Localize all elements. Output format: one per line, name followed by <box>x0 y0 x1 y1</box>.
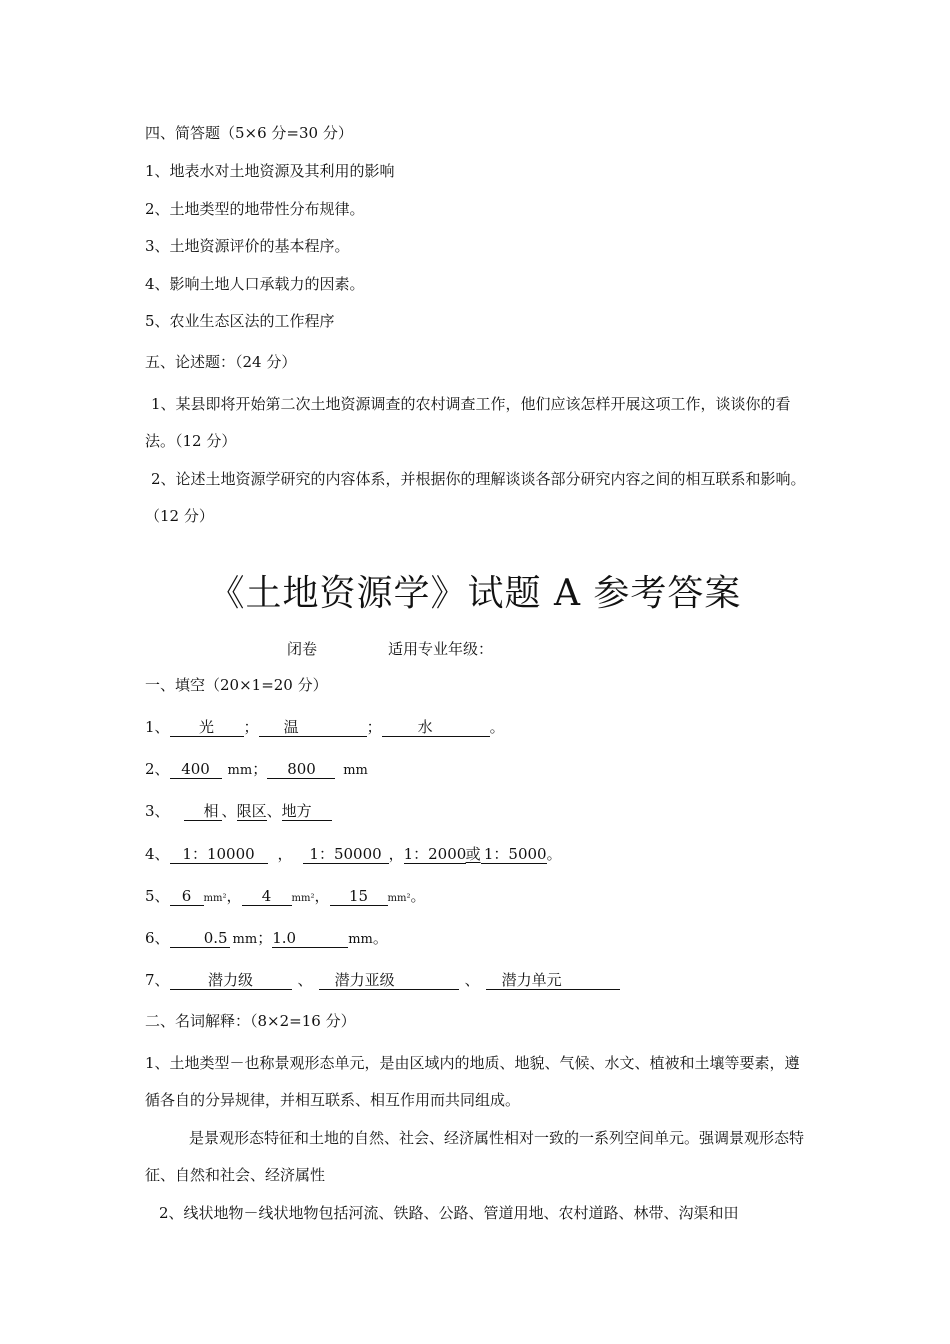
essay-question-1: 1、某县即将开始第二次土地资源调查的农村调查工作，他们应该怎样开展这项工作，谈谈你的看法。（12 分） <box>145 395 791 450</box>
end-mark: 。 <box>410 887 426 905</box>
separator: 、 <box>266 802 282 820</box>
answer-blank: 1：50000 <box>303 845 389 864</box>
fill-row-3 <box>145 801 332 821</box>
separator: 、 <box>297 971 313 989</box>
separator: ； <box>243 718 259 736</box>
row-number: 1、 <box>145 718 170 736</box>
exam-type: 闭卷 <box>287 640 318 658</box>
separator: 、 <box>464 971 480 989</box>
fill-row-5 <box>145 886 426 909</box>
unit: mm² <box>291 893 315 904</box>
answer-blank <box>486 971 620 990</box>
question-item: 4、影响土地人口承载力的因素。 <box>145 275 365 293</box>
fill-row-7 <box>145 970 620 990</box>
essay-question-2: 2、论述土地资源学研究的内容体系，并根据你的理解谈谈各部分研究内容之间的相互联系和影响。（12 分） <box>145 470 806 525</box>
fill-row-2 <box>145 759 368 781</box>
answer-text: 潜力亚级 <box>334 971 395 989</box>
answer-text: 潜力单元 <box>501 971 562 989</box>
answer-text: 800 <box>287 760 316 778</box>
separator: ， <box>314 887 330 905</box>
section4-heading: 四、简答题（5×6 分=30 分） <box>145 124 353 142</box>
answer-blank: 光 <box>170 718 244 737</box>
answer-blank: 15 <box>330 887 388 906</box>
row-number: 5、 <box>145 887 170 905</box>
answer-title: 《土地资源学》试题 A 参考答案 <box>208 573 742 614</box>
separator: ； <box>257 929 273 947</box>
question-item: 3、土地资源评价的基本程序。 <box>145 237 350 255</box>
fill-row-4 <box>145 844 562 864</box>
unit: mm² <box>203 893 227 904</box>
fill-row-1 <box>145 717 505 737</box>
answer-blank: 限区 <box>236 802 267 820</box>
separator: ； <box>252 760 268 778</box>
question-item: 2、土地类型的地带性分布规律。 <box>145 200 365 218</box>
question-item: 5、农业生态区法的工作程序 <box>145 312 335 330</box>
answer-blank: 1.0 <box>272 929 348 948</box>
answer-blank: 潜力级 <box>170 971 292 990</box>
row-number: 6、 <box>145 929 170 947</box>
row-number: 4、 <box>145 845 170 863</box>
row-number: 2、 <box>145 760 170 778</box>
unit: mm <box>232 932 258 947</box>
row-number: 3、 <box>145 802 170 820</box>
answer-blank: 1：2000 <box>403 845 467 863</box>
answer-blank: 1：5000 <box>481 845 547 864</box>
definition-2: 2、线状地物－线状地物包括河流、铁路、公路、管道用地、农村道路、林带、沟渠和田 <box>159 1204 739 1222</box>
section2-heading: 二、名词解释：（8×2=16 分） <box>145 1012 356 1030</box>
end-mark: 。 <box>546 845 562 863</box>
row-number: 7、 <box>145 971 170 989</box>
answer-blank: 400 <box>170 760 222 779</box>
answer-text: 相 <box>203 802 219 820</box>
answer-blank <box>184 802 222 821</box>
answer-text: 温 <box>283 718 299 736</box>
answer-blank: 0.5 <box>170 929 230 948</box>
separator: ， <box>277 845 293 863</box>
unit: mm <box>227 763 253 778</box>
end-mark: 。 <box>489 718 505 736</box>
section5-heading: 五、论述题：（24 分） <box>145 353 297 371</box>
or-word: 或 <box>465 845 481 863</box>
fill-row-6 <box>145 928 388 950</box>
answer-blank: 1：10000 <box>170 845 268 864</box>
separator: ； <box>366 718 382 736</box>
answer-blank <box>382 718 490 737</box>
answer-text: 水 <box>417 718 433 736</box>
unit: mm² <box>387 893 411 904</box>
answer-blank: 地方 <box>282 802 332 821</box>
separator: ， <box>388 845 404 863</box>
answer-blank <box>267 760 335 779</box>
separator: 、 <box>221 802 237 820</box>
answer-blank: 6 <box>170 887 204 906</box>
answer-blank: 4 <box>242 887 292 906</box>
unit: mm <box>348 932 373 947</box>
answer-blank <box>259 718 367 737</box>
separator: ， <box>226 887 242 905</box>
section1-heading: 一、填空（20×1=20 分） <box>145 676 328 694</box>
unit: mm <box>343 763 368 778</box>
definition-1: 1、土地类型－也称景观形态单元，是由区域内的地质、地貌、气候、水文、植被和土壤等要素，遵循各自的分异规律，并相互联系、相互作用而共同组成。 <box>145 1054 800 1109</box>
definition-1-note: 是景观形态特征和土地的自然、社会、经济属性相对一致的一系列空间单元。强调景观形态特征、自然和社会、经济属性 <box>145 1129 805 1184</box>
answer-blank <box>319 971 459 990</box>
question-item: 1、地表水对土地资源及其利用的影响 <box>145 162 395 180</box>
end-mark: 。 <box>372 929 388 947</box>
applicable-grade: 适用专业年级： <box>388 640 494 658</box>
